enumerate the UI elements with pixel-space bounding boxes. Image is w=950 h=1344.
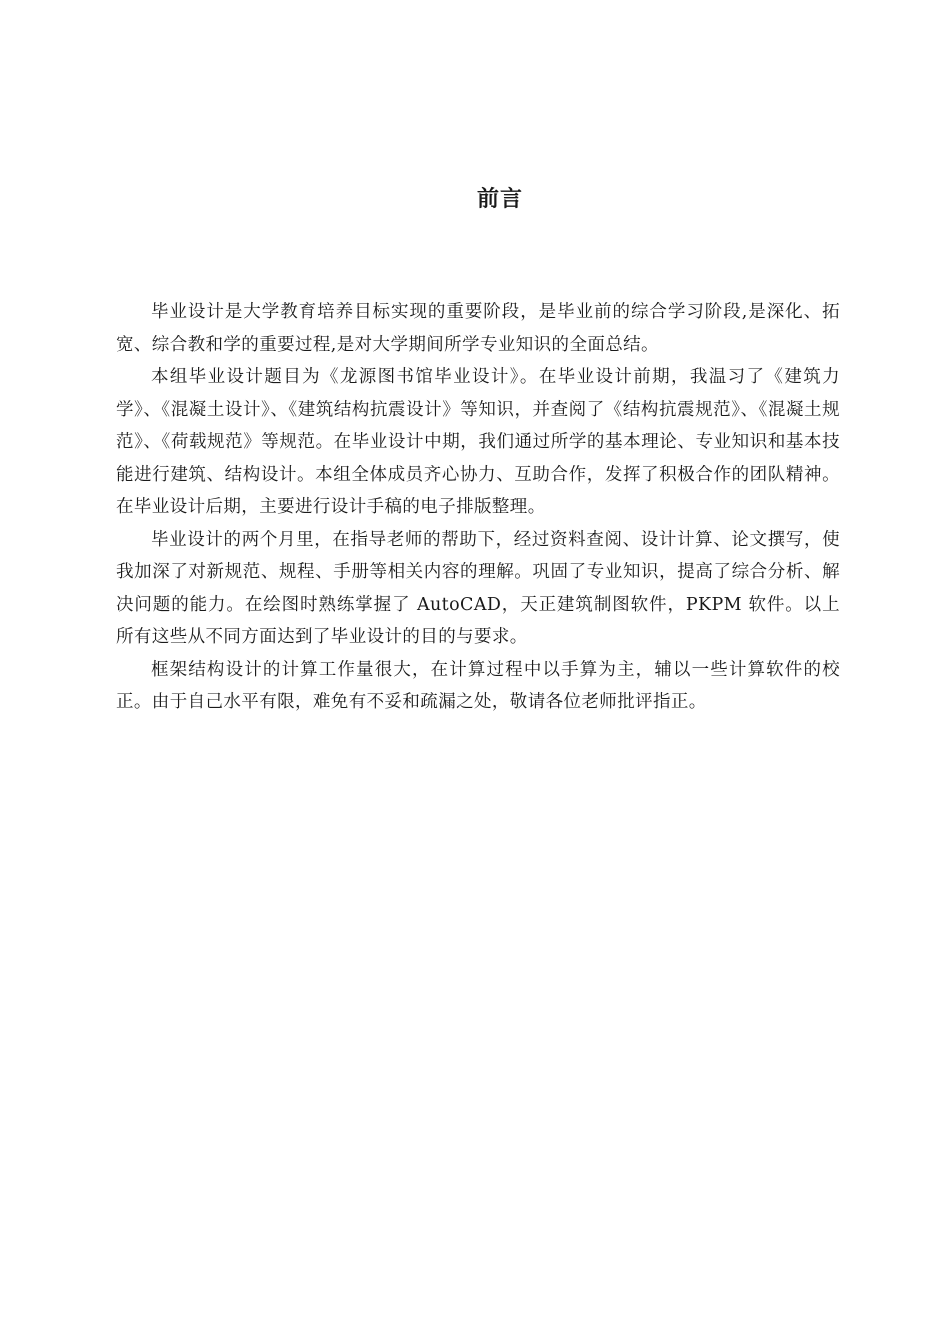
- page-title: 前言: [476, 187, 523, 212]
- paragraph-2: 本组毕业设计题目为《龙源图书馆毕业设计》。在毕业设计前期，我温习了《建筑力学》、《混凝土设计》、《建筑结构抗震设计》等知识，并查阅了《结构抗震规范》、《混凝土规范》、《荷载规范》等规范。在毕业设计中期，我们通过所学的基本理论、专业知识和基本技能进行建筑、结构设计。本组全体成员齐心协力、互助合作，发挥了积极合作的团队精神。在毕业设计后期，主要进行设计手稿的电子排版整理。: [116, 367, 840, 517]
- paragraph-3: 毕业设计的两个月里，在指导老师的帮助下，经过资料查阅、设计计算、论文撰写，使我加深了对新规范、规程、手册等相关内容的理解。巩固了专业知识，提高了综合分析、解决问题的能力。在绘图时熟练掌握了 AutoCAD，天正建筑制图软件，PKPM 软件。以上所有这些从不同方面达到了毕业设计的目的与要求。: [116, 529, 840, 647]
- paragraph-4: 框架结构设计的计算工作量很大，在计算过程中以手算为主，辅以一些计算软件的校正。由于自己水平有限，难免有不妥和疏漏之处，敬请各位老师批评指正。: [116, 659, 840, 712]
- document-body: [116, 296, 840, 719]
- paragraph-1: 毕业设计是大学教育培养目标实现的重要阶段，是毕业前的综合学习阶段,是深化、拓宽、综合教和学的重要过程,是对大学期间所学专业知识的全面总结。: [116, 302, 840, 355]
